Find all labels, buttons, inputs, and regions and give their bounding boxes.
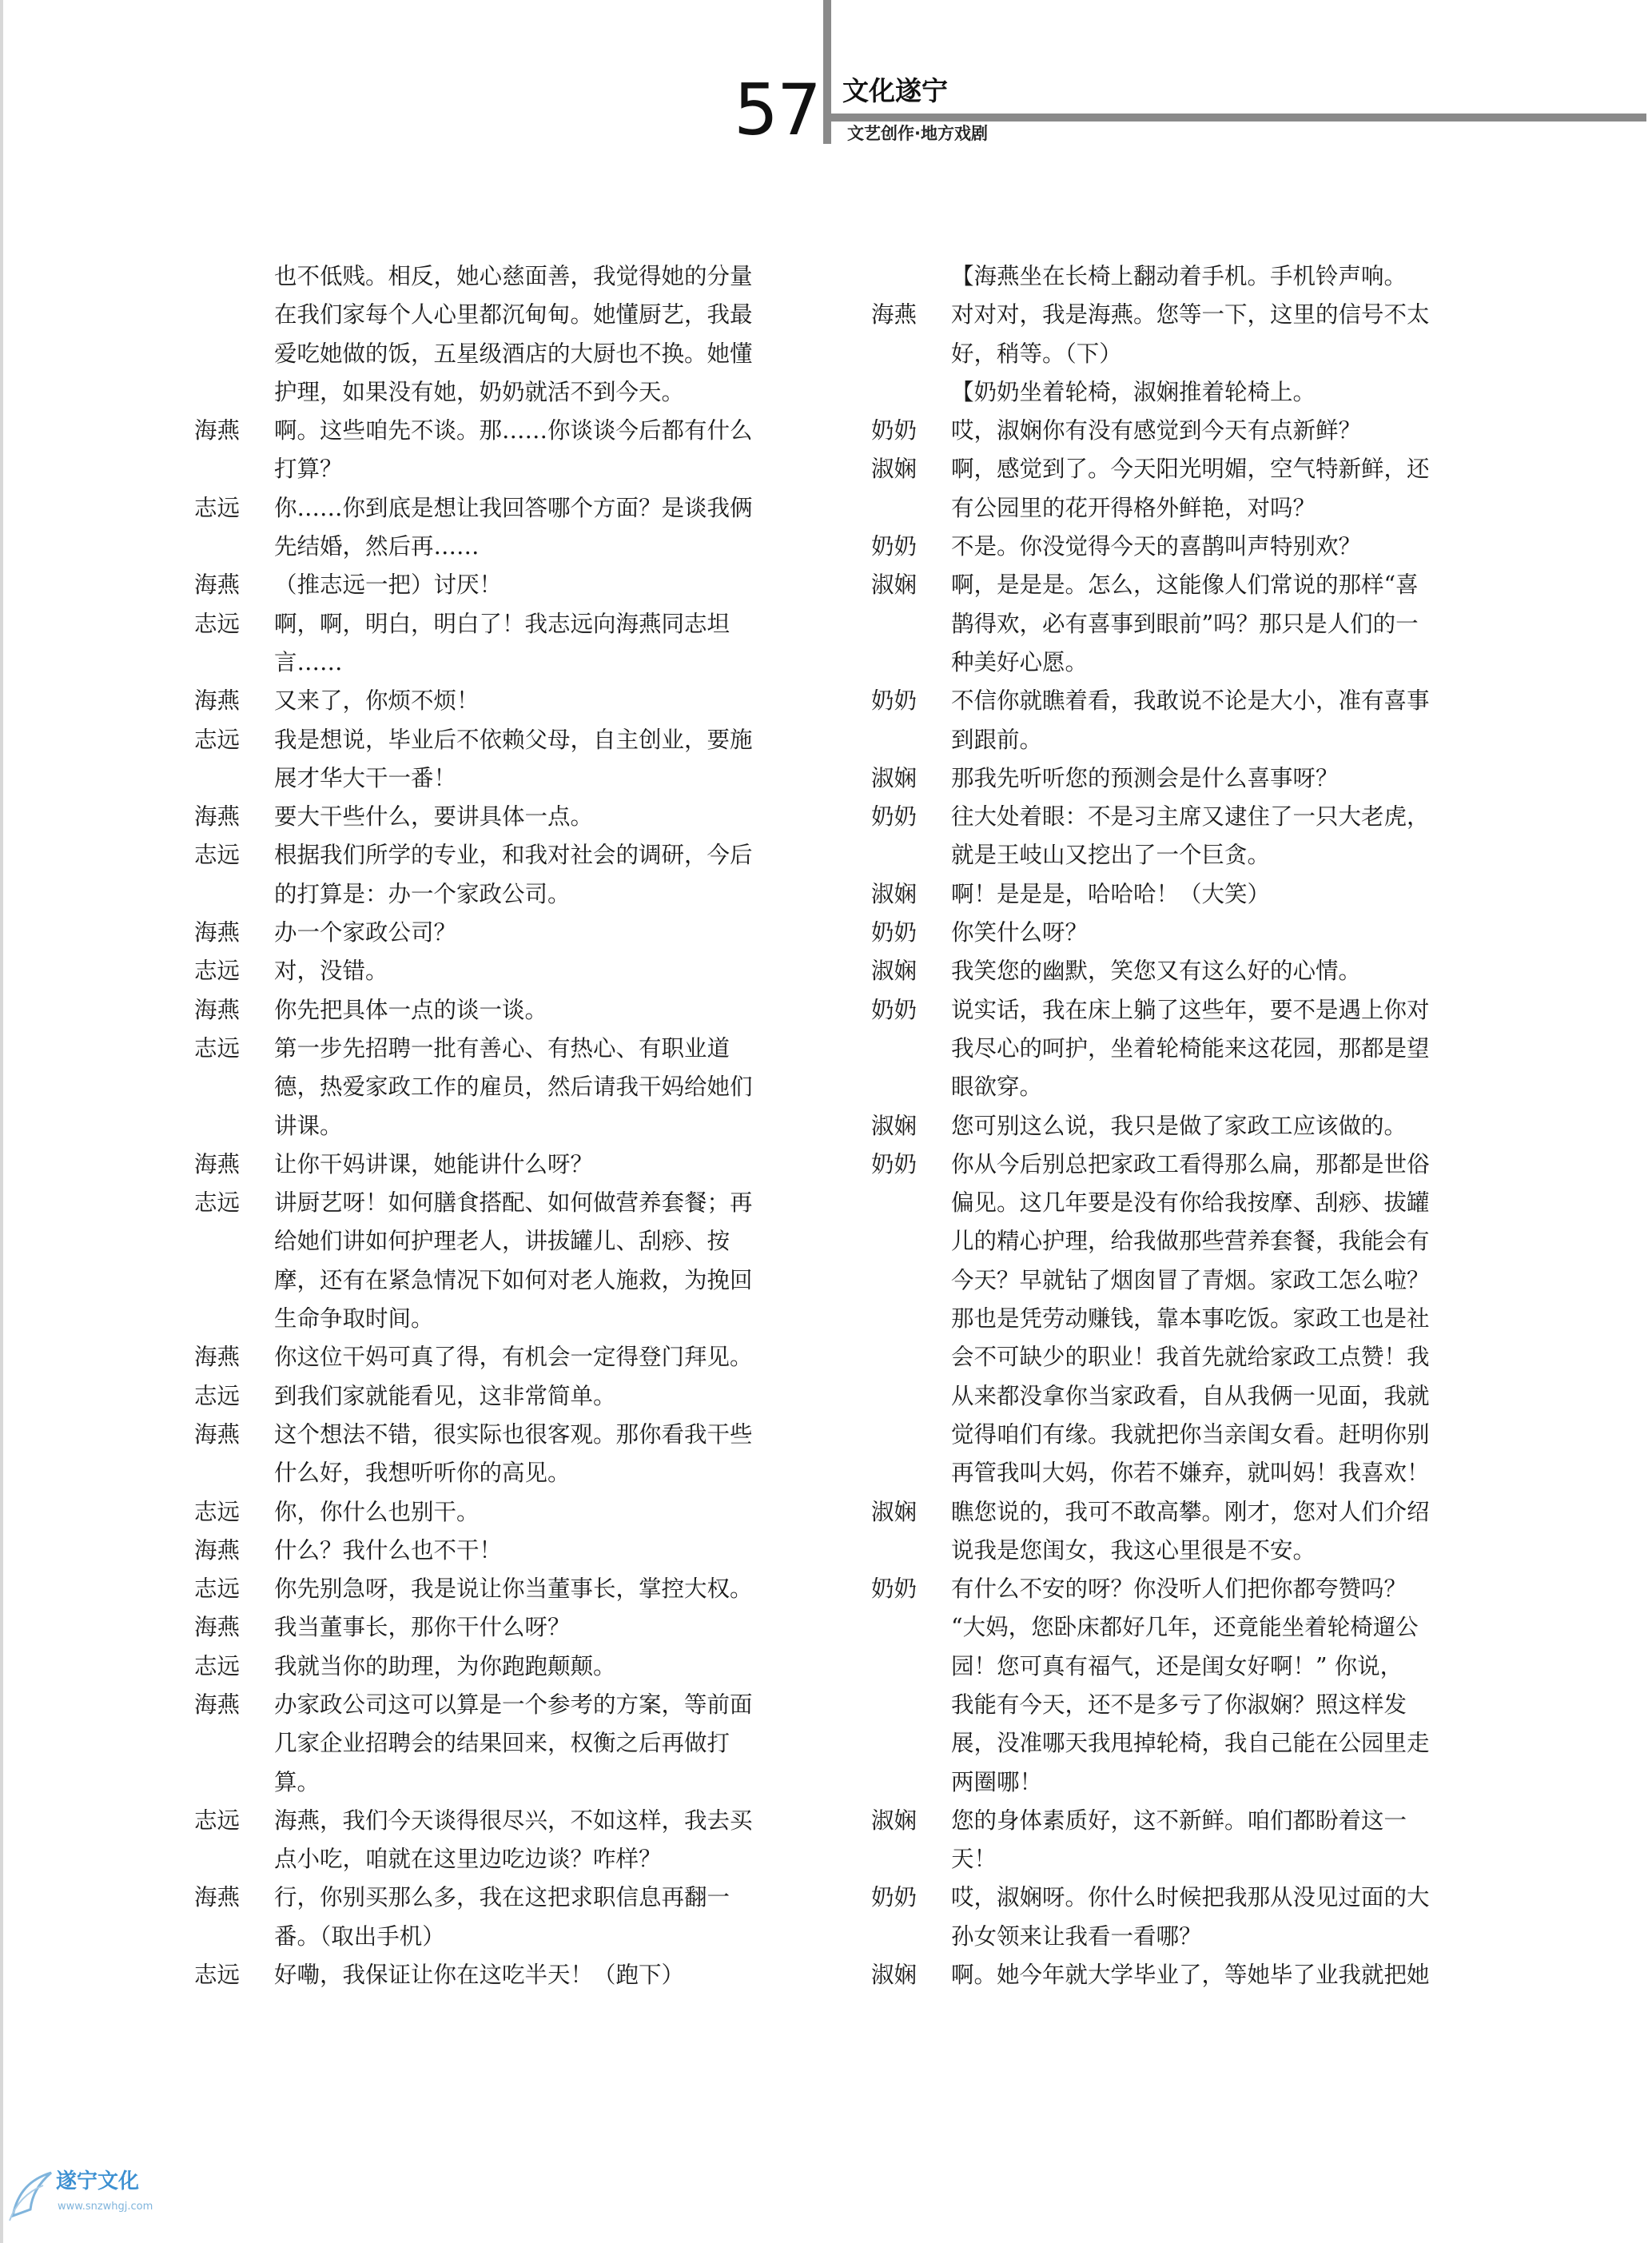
dialogue-line: [871, 952, 1455, 990]
speaker-name: 淑娴: [871, 880, 918, 907]
dialogue-line: [194, 412, 782, 450]
dialogue-line: [871, 1300, 1455, 1338]
speaker-name: 志远: [194, 842, 241, 869]
dialogue-text: 就是王岐山又挖出了一个巨贪。: [951, 842, 1271, 869]
speaker-name: 淑娴: [871, 572, 918, 599]
dialogue-line: [871, 1878, 1455, 1917]
dialogue-text: 觉得咱们有缘。我就把你当亲闺女看。赶明你别: [951, 1420, 1430, 1448]
dialogue-text: 啊，感觉到了。今天阳光明媚，空气特新鲜，还: [951, 456, 1430, 483]
dialogue-text: 不是。你没觉得今天的喜鹊叫声特别欢？: [951, 533, 1362, 560]
speaker-name: 志远: [194, 1807, 241, 1834]
dialogue-line: [871, 566, 1455, 604]
dialogue-line: [871, 721, 1455, 759]
dialogue-line: [194, 721, 782, 759]
speaker-name: 淑娴: [871, 1807, 918, 1834]
dialogue-line: [871, 1724, 1455, 1763]
dialogue-text: 不信你就瞧着看，我敢说不论是大小，准有喜事: [951, 687, 1430, 715]
dialogue-text: 眼欲穿。: [951, 1074, 1043, 1101]
publisher-logo: [6, 2168, 214, 2237]
speaker-name: 海燕: [194, 1691, 241, 1718]
dialogue-line: [871, 1454, 1455, 1492]
dialogue-text: 你先别急呀，我是说让你当董事长，掌控大权。: [274, 1576, 753, 1603]
dialogue-line: [194, 373, 782, 412]
dialogue-line: [194, 450, 782, 488]
dialogue-text: 您的身体素质好，这不新鲜。咱们都盼着这一: [951, 1807, 1407, 1834]
dialogue-line: [871, 991, 1455, 1030]
dialogue-line: [871, 1107, 1455, 1145]
dialogue-text: 对，没错。: [274, 958, 388, 985]
dialogue-line: [871, 412, 1455, 450]
logo-url: www.snzwhgj.com: [58, 2201, 153, 2213]
dialogue-line: [871, 1647, 1455, 1686]
dialogue-line: [871, 798, 1455, 836]
dialogue-text: 种美好心愿。: [951, 648, 1089, 675]
dialogue-text: 我笑您的幽默，笑您又有这么好的心情。: [951, 958, 1362, 985]
dialogue-text: 算。: [274, 1768, 320, 1795]
speaker-name: 淑娴: [871, 1112, 918, 1139]
dialogue-text: 番。（取出手机）: [274, 1922, 445, 1950]
dialogue-line: [194, 1956, 782, 1994]
dialogue-text: 言……: [274, 648, 343, 675]
dialogue-line: [194, 759, 782, 798]
right-column: [871, 257, 1455, 1994]
dialogue-text: 偏见。这几年要是没有你给我按摩、刮痧、拔罐: [951, 1189, 1430, 1217]
dialogue-line: [194, 1222, 782, 1261]
dialogue-text: 两圈哪！: [951, 1768, 1043, 1795]
dialogue-text: 点小吃，咱就在这里边吃边谈？咋样？: [274, 1846, 662, 1873]
stage-direction-text: 【海燕坐在长椅上翻动着手机。手机铃声响。: [951, 263, 1407, 289]
speaker-name: 海燕: [194, 1150, 241, 1177]
speaker-name: 海燕: [194, 687, 241, 715]
dialogue-text: 有什么不安的呀？你没听人们把你都夸赞吗？: [951, 1576, 1407, 1603]
speaker-name: 志远: [194, 494, 241, 521]
dialogue-text: 对对对，我是海燕。您等一下，这里的信号不太: [951, 301, 1430, 329]
dialogue-text: 行，你别买那么多，我在这把求职信息再翻一: [274, 1884, 730, 1911]
speaker-name: 奶奶: [871, 687, 918, 715]
dialogue-line: [194, 1377, 782, 1416]
dialogue-text: 今天？早就钻了烟囱冒了青烟。家政工怎么啦？: [951, 1266, 1430, 1293]
dialogue-text: 那也是凭劳动赚钱，靠本事吃饭。家政工也是社: [951, 1305, 1430, 1333]
dialogue-text: 我能有今天，还不是多亏了你淑娴？照这样发: [951, 1691, 1407, 1718]
dialogue-text: 儿的精心护理，给我做那些营养套餐，我能会有: [951, 1228, 1430, 1255]
speaker-name: 志远: [194, 1652, 241, 1679]
speaker-name: 海燕: [194, 1536, 241, 1564]
dialogue-text: 也不低贱。相反，她心慈面善，我觉得她的分量: [274, 263, 753, 289]
dialogue-line: [194, 257, 782, 296]
dialogue-line: [194, 1300, 782, 1338]
dialogue-line: [871, 296, 1455, 334]
speaker-name: 志远: [194, 958, 241, 985]
dialogue-line: [871, 1840, 1455, 1878]
dialogue-line: [194, 1840, 782, 1878]
dialogue-text: 办家政公司这可以算是一个参考的方案，等前面: [274, 1691, 753, 1718]
dialogue-line: [871, 1377, 1455, 1416]
dialogue-text: 有公园里的花开得格外鲜艳，对吗？: [951, 494, 1316, 521]
dialogue-line: [871, 1493, 1455, 1532]
dialogue-line: [194, 1416, 782, 1454]
dialogue-line: [871, 759, 1455, 798]
speaker-name: 志远: [194, 1382, 241, 1409]
dialogue-text: 德，热爱家政工作的雇员，然后请我干妈给她们: [274, 1074, 753, 1101]
dialogue-text: （推志远一把）讨厌！: [274, 572, 503, 599]
dialogue-line: [871, 1416, 1455, 1454]
dialogue-text: 你笑什么呀？: [951, 919, 1089, 946]
header-rule: [831, 114, 1646, 122]
dialogue-text: 我就当你的助理，为你跑跑颠颠。: [274, 1652, 616, 1679]
dialogue-text: 让你干妈讲课，她能讲什么呀？: [274, 1150, 594, 1177]
logo-name: 遂宁文化: [56, 2169, 140, 2193]
dialogue-text: 什么好，我想听听你的高见。: [274, 1460, 571, 1487]
dialogue-text: 的打算是：办一个家政公司。: [274, 880, 571, 907]
dialogue-line: [194, 1454, 782, 1492]
dialogue-text: 在我们家每个人心里都沉甸甸。她懂厨艺，我最: [274, 301, 753, 329]
dialogue-line: [871, 1222, 1455, 1261]
speaker-name: 志远: [194, 610, 241, 637]
dialogue-text: 什么？我什么也不干！: [274, 1536, 503, 1564]
section-subtitle: 文艺创作·地方戏剧: [847, 124, 988, 143]
dialogue-line: [194, 1763, 782, 1802]
dialogue-text: 瞧您说的，我可不敢高攀。刚才，您对人们介绍: [951, 1498, 1430, 1525]
speaker-name: 奶奶: [871, 417, 918, 444]
speaker-name: 志远: [194, 1498, 241, 1525]
dialogue-line: [871, 1532, 1455, 1570]
dialogue-text: 再管我叫大妈，你若不嫌弃，就叫妈！我喜欢！: [951, 1460, 1430, 1487]
dialogue-text: 打算？: [274, 456, 343, 483]
speaker-name: 海燕: [194, 996, 241, 1023]
dialogue-line: [194, 296, 782, 334]
dialogue-text: 我是想说，毕业后不依赖父母，自主创业，要施: [274, 726, 753, 753]
dialogue-line: [194, 1338, 782, 1376]
dialogue-text: 会不可缺少的职业！我首先就给家政工点赞！我: [951, 1344, 1430, 1371]
dialogue-text: 天！: [951, 1846, 997, 1873]
dialogue-line: [194, 1878, 782, 1917]
dialogue-text: 先结婚，然后再……: [274, 533, 480, 560]
dialogue-text: 啊。她今年就大学毕业了，等她毕了业我就把她: [951, 1962, 1430, 1989]
dialogue-text: 从来都没拿你当家政看，自从我俩一见面，我就: [951, 1382, 1430, 1409]
dialogue-text: 办一个家政公司？: [274, 919, 457, 946]
dialogue-text: 你，你什么也别干。: [274, 1498, 480, 1525]
dialogue-text: 好嘞，我保证让你在这吃半天！（跑下）: [274, 1962, 685, 1989]
dialogue-line: [194, 1261, 782, 1300]
wing-logo-icon: [6, 2168, 54, 2224]
dialogue-text: 你先把具体一点的谈一谈。: [274, 996, 548, 1023]
stage-direction: [871, 257, 1455, 296]
dialogue-line: [194, 335, 782, 373]
dialogue-text: 你从今后别总把家政工看得那么扁，那都是世俗: [951, 1150, 1430, 1177]
dialogue-line: [871, 875, 1455, 914]
dialogue-line: [871, 1145, 1455, 1184]
dialogue-line: [194, 1107, 782, 1145]
speaker-name: 淑娴: [871, 1498, 918, 1525]
dialogue-line: [194, 1030, 782, 1068]
dialogue-text: 您可别这么说，我只是做了家政工应该做的。: [951, 1112, 1407, 1139]
dialogue-line: [194, 1647, 782, 1686]
dialogue-text: 爱吃她做的饭，五星级酒店的大厨也不换。她懂: [274, 340, 753, 367]
dialogue-line: [194, 605, 782, 643]
speaker-name: 海燕: [194, 803, 241, 831]
left-column: [194, 257, 782, 1994]
dialogue-line: [871, 914, 1455, 952]
dialogue-line: [871, 836, 1455, 874]
dialogue-text: “大妈，您卧床都好几年，还竟能坐着轮椅遛公: [951, 1614, 1419, 1641]
dialogue-line: [194, 914, 782, 952]
dialogue-text: 到我们家就能看见，这非常简单。: [274, 1382, 616, 1409]
dialogue-text: 讲课。: [274, 1112, 343, 1139]
speaker-name: 志远: [194, 1189, 241, 1217]
speaker-name: 海燕: [194, 919, 241, 946]
page-number: 57: [734, 69, 820, 151]
speaker-name: 奶奶: [871, 533, 918, 560]
dialogue-text: 展，没准哪天我甩掉轮椅，我自己能在公园里走: [951, 1730, 1430, 1757]
speaker-name: 海燕: [194, 1420, 241, 1448]
dialogue-line: [871, 1261, 1455, 1300]
dialogue-text: 要大干些什么，要讲具体一点。: [274, 803, 594, 831]
speaker-name: 志远: [194, 726, 241, 753]
dialogue-text: 这个想法不错，很实际也很客观。那你看我干些: [274, 1420, 753, 1448]
dialogue-line: [194, 1068, 782, 1106]
dialogue-line: [194, 1724, 782, 1763]
speaker-name: 志远: [194, 1962, 241, 1989]
speaker-name: 海燕: [194, 1614, 241, 1641]
dialogue-line: [194, 1686, 782, 1724]
dialogue-line: [871, 450, 1455, 488]
speaker-name: 奶奶: [871, 1150, 918, 1177]
dialogue-text: 你……你到底是想让我回答哪个方面？是谈我俩: [274, 494, 753, 521]
stage-direction: [871, 373, 1455, 412]
dialogue-text: 那我先听听您的预测会是什么喜事呀？: [951, 764, 1339, 791]
dialogue-line: [194, 1918, 782, 1956]
dialogue-line: [871, 682, 1455, 720]
dialogue-text: 根据我们所学的专业，和我对社会的调研，今后: [274, 842, 753, 869]
dialogue-line: [194, 528, 782, 566]
dialogue-text: 讲厨艺呀！如何膳食搭配、如何做营养套餐；再: [274, 1189, 753, 1217]
dialogue-text: 往大处着眼：不是习主席又逮住了一只大老虎，: [951, 803, 1430, 831]
dialogue-line: [871, 1338, 1455, 1376]
dialogue-text: 园！您可真有福气，还是闺女好啊！” 你说，: [951, 1652, 1403, 1679]
dialogue-line: [871, 489, 1455, 528]
speaker-name: 淑娴: [871, 764, 918, 791]
dialogue-line: [871, 1608, 1455, 1647]
dialogue-line: [194, 798, 782, 836]
dialogue-text: 给她们讲如何护理老人，讲拔罐儿、刮痧、按: [274, 1228, 730, 1255]
dialogue-text: 海燕，我们今天谈得很尽兴，不如这样，我去买: [274, 1807, 753, 1834]
dialogue-text: 啊！是是是，哈哈哈！（大笑）: [951, 880, 1271, 907]
speaker-name: 海燕: [194, 1344, 241, 1371]
dialogue-line: [871, 1956, 1455, 1994]
dialogue-text: 啊，啊，明白，明白了！我志远向海燕同志坦: [274, 610, 730, 637]
speaker-name: 奶奶: [871, 996, 918, 1023]
dialogue-line: [871, 1184, 1455, 1222]
dialogue-line: [194, 1570, 782, 1608]
dialogue-text: 孙女领来让我看一看哪？: [951, 1922, 1202, 1950]
dialogue-text: 第一步先招聘一批有善心、有热心、有职业道: [274, 1034, 730, 1062]
dialogue-text: 好，稍等。（下）: [951, 340, 1122, 367]
dialogue-line: [194, 1493, 782, 1532]
dialogue-line: [194, 952, 782, 990]
dialogue-line: [194, 1608, 782, 1647]
speaker-name: 海燕: [194, 572, 241, 599]
speaker-name: 奶奶: [871, 1576, 918, 1603]
dialogue-line: [194, 489, 782, 528]
dialogue-line: [194, 1532, 782, 1570]
dialogue-line: [194, 566, 782, 604]
speaker-name: 奶奶: [871, 1884, 918, 1911]
dialogue-line: [194, 1145, 782, 1184]
dialogue-line: [871, 1918, 1455, 1956]
dialogue-line: [871, 528, 1455, 566]
speaker-name: 奶奶: [871, 919, 918, 946]
dialogue-text: 说实话，我在床上躺了这些年，要不是遇上你对: [951, 996, 1430, 1023]
dialogue-text: 我当董事长，那你干什么呀？: [274, 1614, 571, 1641]
dialogue-line: [871, 1763, 1455, 1802]
dialogue-line: [194, 682, 782, 720]
dialogue-text: 说我是您闺女，我这心里很是不安。: [951, 1536, 1316, 1564]
dialogue-line: [194, 991, 782, 1030]
section-title: 文化遂宁: [842, 75, 948, 106]
dialogue-line: [194, 1802, 782, 1840]
speaker-name: 海燕: [871, 301, 918, 329]
dialogue-text: 鹊得欢，必有喜事到眼前”吗？那只是人们的一: [951, 610, 1419, 637]
dialogue-text: 展才华大干一番！: [274, 764, 457, 791]
dialogue-text: 哎，淑娴呀。你什么时候把我那从没见过面的大: [951, 1884, 1430, 1911]
dialogue-line: [194, 875, 782, 914]
dialogue-text: 生命争取时间。: [274, 1305, 434, 1333]
dialogue-line: [871, 643, 1455, 682]
speaker-name: 志远: [194, 1576, 241, 1603]
speaker-name: 淑娴: [871, 1962, 918, 1989]
dialogue-text: 几家企业招聘会的结果回来，权衡之后再做打: [274, 1730, 730, 1757]
dialogue-text: 摩，还有在紧急情况下如何对老人施救，为挽回: [274, 1266, 753, 1293]
speaker-name: 海燕: [194, 1884, 241, 1911]
dialogue-text: 啊，是是是。怎么，这能像人们常说的那样“喜: [951, 572, 1419, 599]
dialogue-line: [871, 1030, 1455, 1068]
dialogue-line: [871, 1068, 1455, 1106]
dialogue-line: [871, 1570, 1455, 1608]
header-vertical-bar: [823, 0, 831, 144]
dialogue-text: 又来了，你烦不烦！: [274, 687, 480, 715]
speaker-name: 淑娴: [871, 456, 918, 483]
dialogue-text: 我尽心的呵护，坐着轮椅能来这花园，那都是望: [951, 1034, 1430, 1062]
speaker-name: 淑娴: [871, 958, 918, 985]
dialogue-text: 到跟前。: [951, 726, 1043, 753]
dialogue-text: 护理，如果没有她，奶奶就活不到今天。: [274, 378, 685, 405]
dialogue-line: [194, 836, 782, 874]
dialogue-text: 你这位干妈可真了得，有机会一定得登门拜见。: [274, 1344, 753, 1371]
dialogue-line: [194, 643, 782, 682]
dialogue-line: [871, 1802, 1455, 1840]
dialogue-text: 啊。这些咱先不谈。那……你谈谈今后都有什么: [274, 417, 753, 444]
dialogue-text: 哎，淑娴你有没有感觉到今天有点新鲜？: [951, 417, 1362, 444]
dialogue-line: [194, 1184, 782, 1222]
dialogue-line: [871, 1686, 1455, 1724]
speaker-name: 志远: [194, 1034, 241, 1062]
dialogue-line: [871, 335, 1455, 373]
speaker-name: 奶奶: [871, 803, 918, 831]
speaker-name: 海燕: [194, 417, 241, 444]
dialogue-line: [871, 605, 1455, 643]
stage-direction-text: 【奶奶坐着轮椅，淑娴推着轮椅上。: [951, 378, 1316, 405]
